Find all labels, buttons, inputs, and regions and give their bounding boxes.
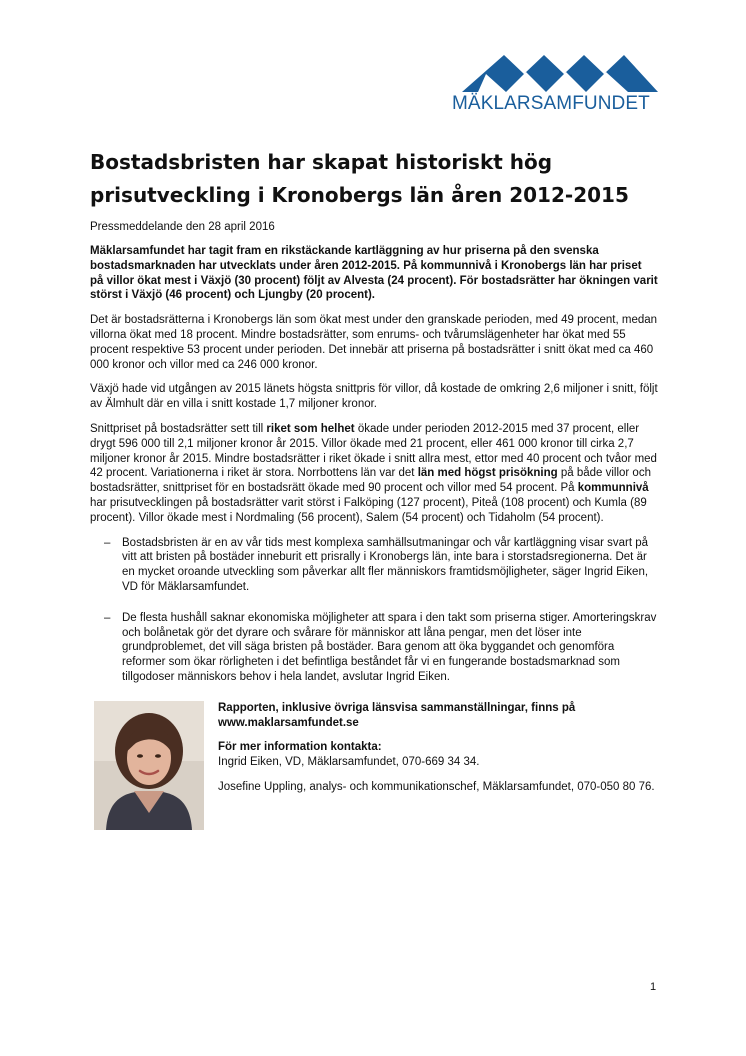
contact-person-2: Josefine Uppling, analys- och kommunikationschef, Mäklarsamfundet, 070-050 80 76. [218,780,655,793]
bold-national: riket som helhet [266,422,355,435]
portrait-photo [94,701,204,830]
body-paragraph-3: Snittpriset på bostadsrätter sett till riket som helhet ökade under perioden 2012-2015 med 37 procent, eller drygt 596 000 till 2,1 miljoner kronor år 2015. Villor ökade med 21 procent, eller 461 000 kronor till cirka 2,7 miljoner kronor år 2015. Mindre bostadsrätter i riket ökade i snitt allra mest, ettor med 40 procent och tvåor med 42 procent. Variationerna i riket är stora. Norrbottens län var det län med högst prisökning på både villor och bostadsrätter, snittpriset för en bostadsrätt ökade med 90 procent och villor med 54 procent. På kommunnivå har prisutvecklingen på bostadsrätter varit störst i Falköping (127 procent), Piteå (108 procent) och Kumla (89 procent). Villor ökade mest i Nordmaling (56 procent), Salem (54 procent) och Tidaholm (54 procent). [90,422,657,524]
bold-municipal: kommunnivå [577,482,649,495]
document-body [90,220,658,830]
quote-text: De flesta hushåll saknar ekonomiska möjligheter att spara i den takt som priserna stiger. Amorteringskrav och bolånetak gör det dyrare och svårare för människor att låna pengar, men det löser inte grundproblemet, det vill säga bristen på bostäder. Bara genom att öka byggandet och genomföra reformer som ökar rörligheten i det befintliga beståndet får vi en fungerande bostadsmarknad som tillgodoser människors behov i hela landet, avslutar Ingrid Eiken. [122,611,657,683]
contact-person-1: Ingrid Eiken, VD, Mäklarsamfundet, 070-669 34 34. [218,756,480,769]
quote-text: Bostadsbristen är en av vår tids mest komplexa samhällsutmaningar och vår kartläggning visar svart på vitt att bristen på bostäder inneburit ett prisrally i Kronobergs län, inte bara i storstadsregionerna. Det är en mycket oroande utveckling som påverkar allt fler människors framtidsmöjligheter, säger Ingrid Eiken, VD för Mäklarsamfundet. [122,536,649,593]
body-paragraph-2: Växjö hade vid utgången av 2015 länets högsta snittpris för villor, då kostade de omkring 2,6 miljoner i snitt, följt av Älmhult där en villa i snitt kostade 1,7 miljoner kronor. [90,383,658,411]
lead-paragraph: Mäklarsamfundet har tagit fram en rikstäckande kartläggning av hur priserna på den svenska bostadsmarknaden har utvecklats under åren 2012-2015. På kommunnivå i Kronobergs län har priset på villor ökat mest i Växjö (30 procent) följt av Alvesta (24 procent). För bostadsrätter har ökningen varit störst i Växjö (46 procent) och Ljungby (20 procent). [90,245,658,302]
roof-logo-icon [452,52,658,92]
bold-county: län med högst prisökning [417,467,558,480]
dash-bullet: – [104,536,111,549]
quote-item [90,536,658,595]
page-number: 1 [650,981,657,993]
dash-bullet: – [104,611,111,624]
contact-section [90,701,658,830]
page-title: Bostadsbristen har skapat historiskt hög prisutveckling i Kronobergs län åren 2012-2015 [90,150,629,207]
logo-wordmark: MÄKLARSAMFUNDET [452,93,650,114]
quote-list [90,536,658,685]
quote-item [90,611,658,685]
maklarsamfundet-logo [452,52,658,115]
body-paragraph-1: Det är bostadsrätterna i Kronobergs län som ökat mest under den granskade perioden, med 49 procent, medan villorna ökat med 18 procent. Mindre bostadsrätter, som enrums- och tvårumslägenheter har ökat med 55 procent respektive 53 procent under perioden. Det innebär att priserna på bostadsrätter i snitt ökat med ca 460 000 kronor och villor med ca 246 000 kronor. [90,314,658,371]
report-info: Rapporten, inklusive övriga länsvisa sammanställningar, finns på www.maklarsamfundet.se [218,701,576,729]
portrait-image-icon [94,701,204,830]
contact-heading: För mer information kontakta: [218,741,382,754]
contact-text [218,701,658,830]
press-release-date: Pressmeddelande den 28 april 2016 [90,221,275,233]
